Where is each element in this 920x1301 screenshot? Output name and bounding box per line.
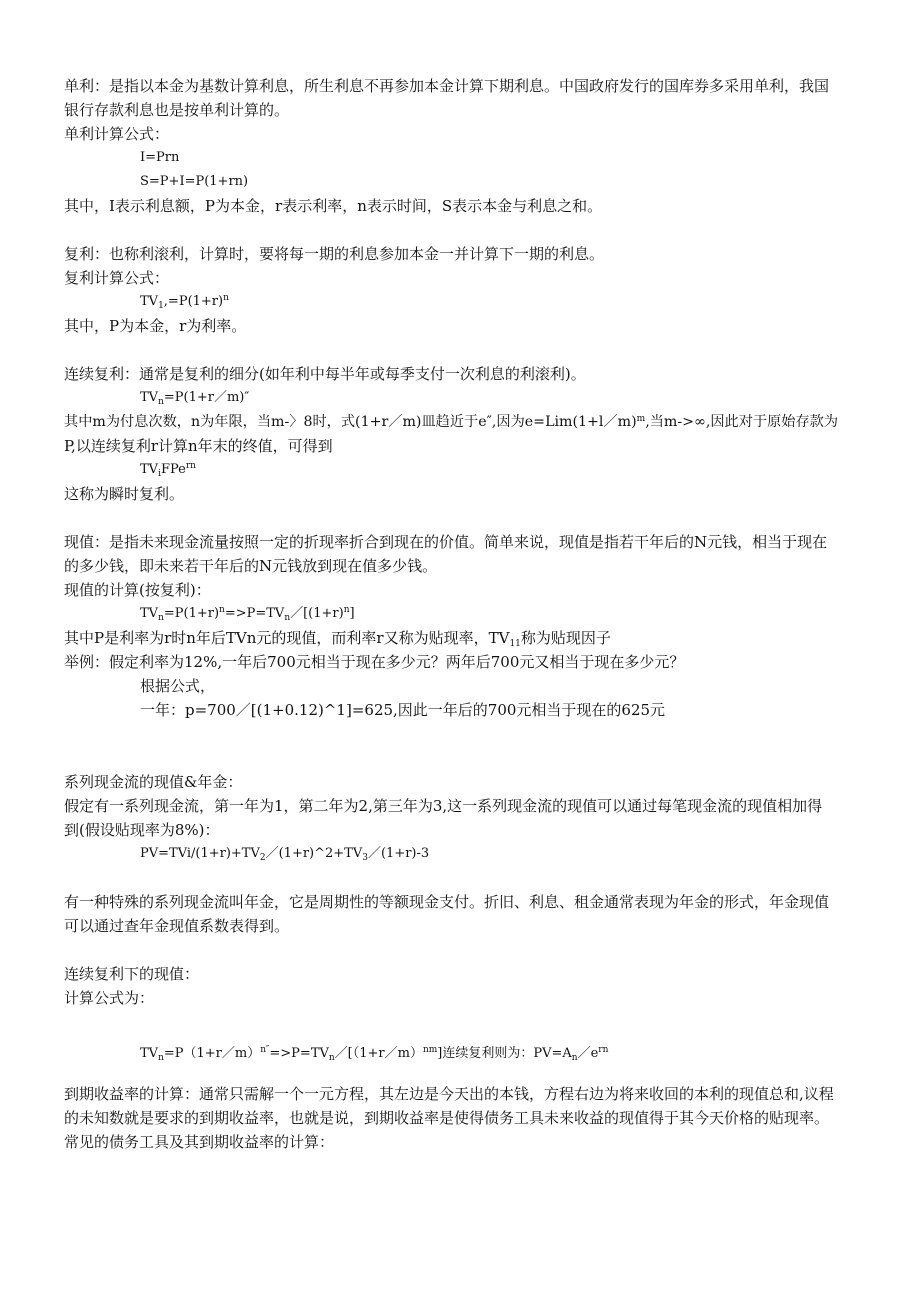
present-value-note: 其中P是利率为r时n年后TVn元的现值，而利率r又称为贴现率，$TV_{11}$称为贴现因子 xyxy=(64,629,611,649)
simple-interest-note: 其中，I表示利息额，P为本金，r表示利率，n表示时间，S表示本金与利息之和。 xyxy=(64,197,603,215)
compound-formula-title: 复利计算公式： xyxy=(64,269,170,287)
simple-interest-def-2: 银行存款利息也是按单利计算的。 xyxy=(64,101,290,119)
compound-interest-def: 复利：也称利滚利，计算时，要将每一期的利息参加本金一并计算下一期的利息。 xyxy=(64,245,605,263)
continuous-pv-title: 连续复利下的现值： xyxy=(64,965,200,983)
document-body xyxy=(64,74,864,1154)
continuous-explain-2: P,以连续复利r计算n年末的终值，可得到 xyxy=(64,437,333,455)
continuous-explain-1: 其中m为付息次数，n为年限，当m-〉8时，式(1+r／m)皿趋近于e″,因为e=Lim(1+l／m)$^m$,当m->∞,因此对于原始存款为 xyxy=(64,414,839,430)
present-value-example: 举例：假定利率为12%,一年后700元相当于现在多少元？两年后700元又相当于现在多少元？ xyxy=(64,653,685,671)
continuous-formula-2: $TV_iFPe^{rn}$ xyxy=(140,461,196,479)
simple-formula-1: I=Prn xyxy=(140,150,180,165)
instant-compound-note: 这称为瞬时复利。 xyxy=(64,485,185,503)
ytm-desc-1: 到期收益率的计算：通常只需解一个一元方程，其左边是今天出的本钱，方程右边为将来收回的本利的现值总和,议程 xyxy=(64,1085,834,1103)
continuous-pv-formula: $TV_n=P(1+r/m)^{n''}=>P=TV_n/[(1+r/m)^{nm}]$连续复利则为：$PV=A_n/e^{rn}$ xyxy=(140,1045,609,1063)
simple-interest-formula-title: 单利计算公式： xyxy=(64,125,170,143)
simple-interest-def-1: 单利：是指以本金为基数计算利息，所生利息不再参加本金计算下期利息。中国政府发行的国库券多采用单利，我国 xyxy=(64,77,830,95)
present-value-def-2: 的多少钱，即未来若干年后的N元钱放到现在值多少钱。 xyxy=(64,557,438,575)
ytm-desc-3: 常见的债务工具及其到期收益率的计算： xyxy=(64,1133,335,1151)
series-cashflow-desc-1: 假定有一系列现金流，第一年为1，第二年为2,第三年为3,这一系列现金流的现值可以通过每笔现金流的现值相加得 xyxy=(64,797,823,815)
series-cashflow-title: 系列现金流的现值&年金： xyxy=(64,773,243,791)
annuity-desc-1: 有一种特殊的系列现金流叫年金，它是周期性的等额现金支付。折旧、利息、租金通常表现为年金的形式，年金现值 xyxy=(64,893,830,911)
present-value-one-year: 一年：p=700／[(1+0.12)^1]=625,因此一年后的700元相当于现在的625元 xyxy=(140,701,666,719)
present-value-formula: $TV_n=P(1+r)^n=>P=TV_n/[(1+r)^n]$ xyxy=(140,605,355,623)
continuous-pv-calc-label: 计算公式为： xyxy=(64,989,155,1007)
present-value-def-1: 现值：是指未来现金流量按照一定的折现率折合到现在的价值。简单来说，现值是指若干年后的N元钱，相当于现在 xyxy=(64,533,828,551)
present-value-by-formula: 根据公式， xyxy=(140,677,216,695)
compound-note: 其中，P为本金，r为利率。 xyxy=(64,317,247,335)
continuous-compound-def: 连续复利：通常是复利的细分(如年利中每半年或每季支付一次利息的利滚利)。 xyxy=(64,365,586,383)
compound-formula: $TV_1,=P(1+r)^n$ xyxy=(140,293,229,311)
continuous-formula-1: $TV_n=P(1+r/m)''$ xyxy=(140,390,250,407)
ytm-desc-2: 的未知数就是要求的到期收益率，也就是说，到期收益率是使得债务工具未来收益的现值得于其今天价格的贴现率。 xyxy=(64,1109,830,1127)
simple-formula-2: S=P+I=P(1+rn) xyxy=(140,174,249,189)
annuity-desc-2: 可以通过查年金现值系数表得到。 xyxy=(64,917,290,935)
series-pv-formula: $PV=TVi/(1+r)+TV_2/(1+r)\^{}2+TV_3/(1+r)-3$ xyxy=(140,846,430,863)
series-cashflow-desc-2: 到(假设贴现率为8%)： xyxy=(64,821,220,839)
present-value-calc-title: 现值的计算(按复利)： xyxy=(64,581,211,599)
